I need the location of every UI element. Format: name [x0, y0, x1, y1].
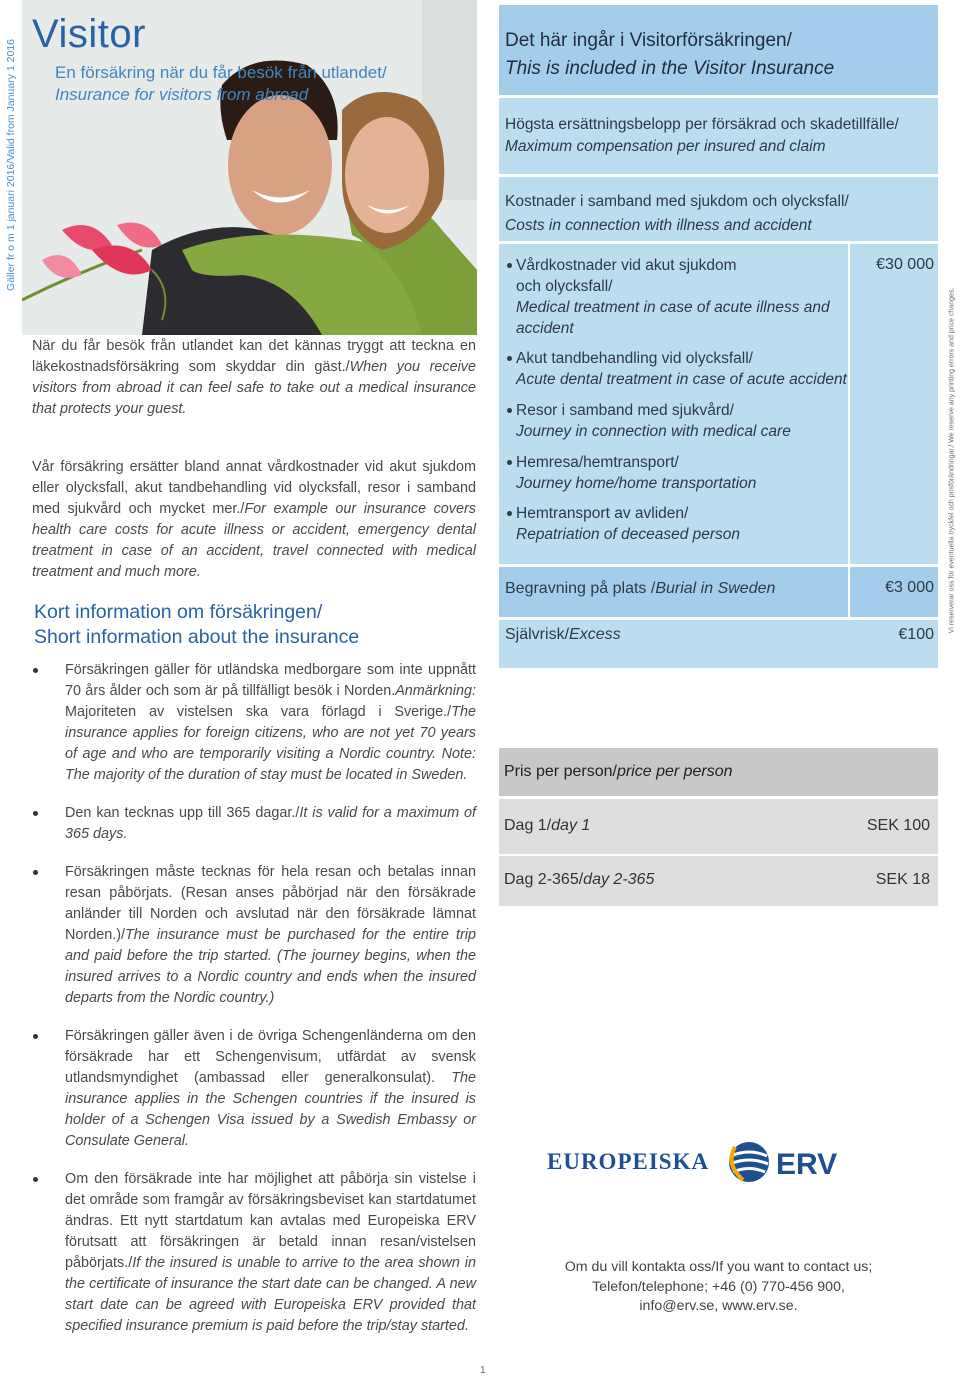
europeiska-erv-logo	[547, 1134, 847, 1194]
short-info-heading	[34, 600, 359, 650]
list-item	[32, 803, 476, 845]
item-text-en: The insurance applies for foreign citizens, who are not yet 70 years of age and who are temporarily visiting a Nordic country.	[65, 704, 476, 762]
burial-en: Burial in Sweden	[655, 580, 776, 597]
item-text-en: It is valid for a maximum of 365 days.	[65, 805, 476, 842]
excess-label	[505, 626, 621, 644]
main-amount: €30 000	[876, 256, 934, 273]
short-info-list	[32, 660, 476, 1337]
list-item	[32, 1026, 476, 1152]
excess-row	[499, 620, 938, 668]
logo-wordmark: EUROPEISKA	[547, 1149, 710, 1174]
item-text-sv: Försäkringen gäller även i de övriga Schengenländerna om den försäkrade har ett Schengenvisum, utfärdat av svensk utlandsmyndighet (ambassad eller generalkonsulat).	[65, 1028, 476, 1086]
max-compensation-row	[499, 98, 938, 174]
price-label-en: day 2-365	[583, 871, 655, 888]
max-en: Maximum compensation per insured and claim	[505, 138, 826, 155]
contact-block	[499, 1258, 938, 1317]
price-label-sv: Dag 1/	[504, 817, 552, 834]
price-value: SEK 18	[875, 871, 930, 888]
coverage-header-sv: Det här ingår i Visitorförsäkringen/	[505, 30, 792, 51]
price-label-sv: Dag 2-365/	[504, 871, 584, 888]
subtitle-en: Insurance for visitors from abroad	[55, 85, 309, 104]
intro-p1-en: When you receive visitors from abroad it can feel safe to take out a medical insurance that protects your guest.	[32, 359, 476, 417]
coverage-item-sv: Vårdkostnader vid akut sjukdom och olycksfall/	[516, 257, 737, 295]
page-title: Visitor	[32, 12, 146, 56]
excess-en: Excess	[569, 626, 621, 643]
short-info-heading-en: Short information about the insurance	[34, 626, 360, 648]
pricing-header-en: price per person	[616, 763, 733, 780]
list-item	[32, 1169, 476, 1337]
coverage-item-sv: Akut tandbehandling vid olycksfall/	[516, 350, 753, 367]
validity-side-text	[0, 0, 22, 330]
item-text-sv: Försäkringen måste tecknas för hela resan och betalas innan resan påbörjats. (Resan anses påbörjad när den försäkrade anländer till Norden och avslutad när den försäkrade lämnat Norden.)/	[65, 864, 476, 943]
contact-phone: Telefon/telephone; +46 (0) 770-456 900,	[592, 1278, 845, 1295]
item-text-sv2: Majoriteten av vistelsen ska vara förlagd i Sverige./	[65, 704, 452, 720]
coverage-item-sv: Resor i samband med sjukvård/	[516, 402, 734, 419]
intro-paragraph-1	[32, 336, 476, 420]
item-note-en: Note:	[441, 746, 476, 762]
price-value: SEK 100	[866, 817, 930, 834]
logo-mark: ERV	[776, 1148, 838, 1181]
item-text-sv: Den kan tecknas upp till 365 dagar./	[65, 805, 300, 821]
pricing-header	[499, 748, 938, 796]
coverage-item-en: Journey in connection with medical care	[516, 423, 791, 440]
item-text-en: The insurance applies in the Schengen countries if the insured is holder of a Schengen Visa issued by a Swedish Embassy or Consulate General.	[65, 1070, 476, 1149]
item-text-en: If the insured is unable to arrive to the area shown in the certificate of insurance the start date can be changed. A new start date can be agreed with Europeiska ERV provided that specified insurance premium is paid before the trip/stay started.	[65, 1255, 476, 1334]
max-sv: Högsta ersättningsbelopp per försäkrad och skadetillfälle/	[505, 116, 899, 133]
coverage-item	[507, 400, 847, 442]
item-text-en2: The majority of the duration of stay must be located in Sweden.	[65, 767, 468, 783]
coverage-item	[507, 503, 847, 545]
intro-p1-sv: När du får besök från utlandet kan det kännas tryggt att teckna en läkekostnadsförsäkring som skyddar din gäst./	[32, 338, 476, 375]
coverage-header	[499, 5, 938, 95]
contact-line-1: Om du vill kontakta oss/If you want to contact us;	[564, 1259, 873, 1275]
burial-label	[505, 580, 775, 598]
burial-sv: Begravning på plats /	[505, 580, 656, 597]
excess-sv: Självrisk/	[505, 626, 570, 643]
erv-globe-icon	[547, 1134, 847, 1194]
item-note-sv: Anmärkning:	[395, 683, 476, 699]
divider	[848, 567, 850, 617]
coverage-item-sv: Hemtransport av avliden/	[516, 505, 689, 522]
short-info-heading-sv: Kort information om försäkringen/	[34, 601, 323, 623]
list-item	[32, 660, 476, 786]
coverage-item-en: Repatriation of deceased person	[516, 526, 741, 543]
coverage-item-en: Acute dental treatment in case of acute accident	[516, 371, 847, 388]
intro-p2-en: For example our insurance covers health care costs for acute illness or accident, emergency dental treatment in case of an accident, travel connected with medical treatment and much more.	[32, 501, 476, 580]
item-text-sv: Försäkringen gäller för utländska medborgare som inte uppnått 70 års ålder och som är på tillfälligt besök i Norden.	[65, 662, 476, 699]
item-text-sv: Om den försäkrade inte har möjlighet att påbörja sin vistelse i det område som framgår av försäkringsbeviset kan startdatumet ändras. Ett nytt startdatum kan avtalas med Europeiska ERV förutsatt att försäkringen är betald innan resan/vistelsen påbörjats./	[65, 1171, 476, 1271]
price-row	[499, 799, 938, 854]
list-item	[32, 862, 476, 1009]
coverage-item	[507, 348, 847, 390]
item-text-en: The insurance must be purchased for the entire trip and paid before the trip started. (The journey begins, when the insured arrives to a Nordic country and ends when the insured departs from the Nordic country.)	[65, 927, 476, 1006]
coverage-item-en: Journey home/home transportation	[516, 475, 757, 492]
coverage-item-en: Medical treatment in case of acute illness and accident	[516, 299, 830, 337]
page-number: 1	[480, 1365, 486, 1376]
excess-amount: €100	[898, 626, 934, 643]
coverage-item	[507, 452, 847, 494]
costs-sv: Kostnader i samband med sjukdom och olycksfall/	[505, 193, 849, 210]
intro-p2-sv: Vår försäkring ersätter bland annat vårdkostnader vid akut sjukdom eller olycksfall, akut tandbehandling vid olycksfall, resor i samband med sjukvård och mycket mer./	[32, 459, 476, 517]
costs-row	[499, 177, 938, 241]
coverage-header-en: This is included in the Visitor Insurance	[505, 58, 835, 79]
disclaimer-label: Vi reserverar oss för eventuella tryckfel och prisförändringar./ We reserve any printing errors and price changes.	[948, 287, 956, 633]
page-subtitle	[55, 62, 387, 106]
contact-email-web: info@erv.se, www.erv.se.	[639, 1298, 798, 1314]
burial-row	[499, 567, 938, 617]
pricing-header-sv: Pris per person/	[504, 763, 617, 780]
coverage-item	[507, 255, 847, 339]
subtitle-sv: En försäkring när du får besök från utlandet/	[55, 63, 387, 82]
intro-paragraph-2	[32, 457, 476, 583]
coverage-item-sv: Hemresa/hemtransport/	[516, 454, 679, 471]
validity-label: Gäller fr o m 1 januari 2016/Valid from January 1 2016	[5, 39, 18, 291]
disclaimer-side-text	[944, 250, 960, 670]
divider	[848, 244, 850, 564]
price-row	[499, 856, 938, 906]
costs-en: Costs in connection with illness and accident	[505, 217, 812, 234]
price-label-en: day 1	[551, 817, 591, 834]
burial-amount: €3 000	[885, 579, 934, 596]
